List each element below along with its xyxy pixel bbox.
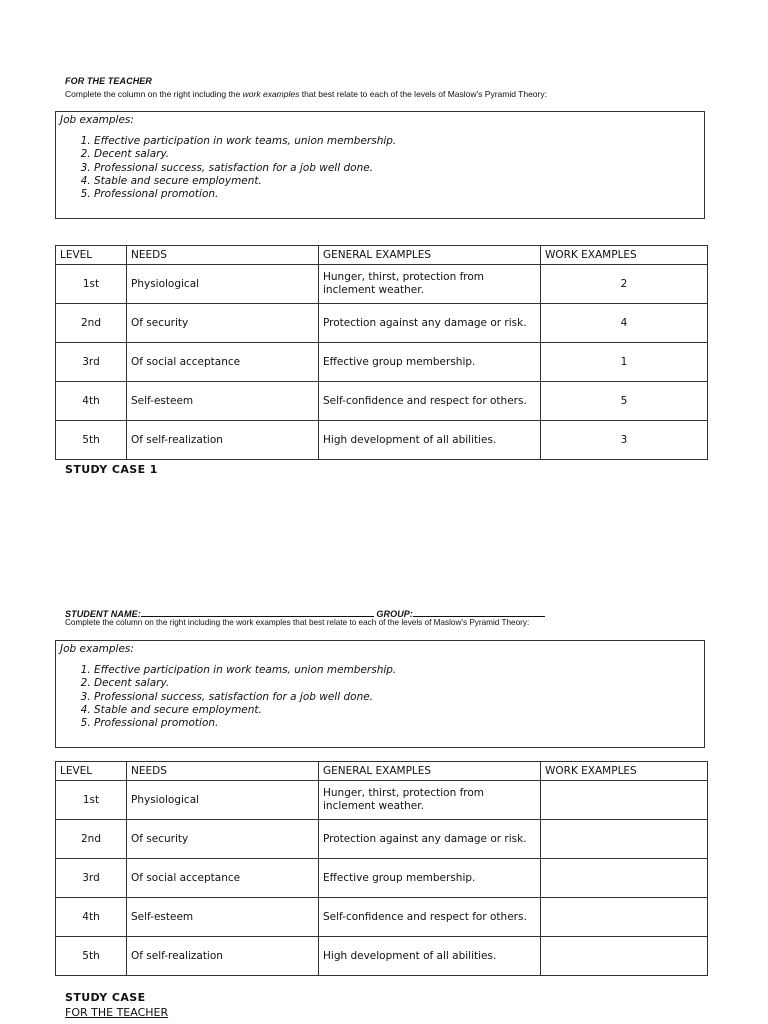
table-row — [56, 343, 708, 382]
work-example-answer-cell[interactable] — [541, 781, 708, 820]
general-example-cell: Hunger, thirst, protection from inclement weather. — [319, 265, 541, 304]
general-example-cell: Self-confidence and respect for others. — [319, 382, 541, 421]
work-example-answer-cell[interactable] — [541, 859, 708, 898]
level-cell: 5th — [56, 937, 127, 976]
teacher-instruction-italic: work examples — [242, 89, 300, 99]
table-row — [56, 421, 708, 460]
need-cell: Of social acceptance — [127, 859, 319, 898]
table-row — [56, 265, 708, 304]
level-cell: 1st — [56, 265, 127, 304]
job-example-item: 2. Decent salary. — [94, 148, 396, 161]
job-example-item: 5. Professional promotion. — [94, 188, 396, 201]
table-row — [56, 937, 708, 976]
work-example-answer-cell[interactable] — [541, 820, 708, 859]
work-example-cell: 5 — [541, 382, 708, 421]
job-example-item: 1. Effective participation in work teams, union membership. — [94, 135, 396, 148]
teacher-instruction-before: Complete the column on the right including the — [65, 89, 243, 99]
general-example-cell: Protection against any damage or risk. — [319, 304, 541, 343]
student-levels-table — [55, 761, 708, 976]
level-cell: 5th — [56, 421, 127, 460]
student-job-examples-box — [55, 640, 705, 748]
header-general-examples: GENERAL EXAMPLES — [319, 762, 541, 781]
header-level: LEVEL — [56, 762, 127, 781]
header-work-examples: WORK EXAMPLES — [541, 246, 708, 265]
general-example-cell: High development of all abilities. — [319, 421, 541, 460]
need-cell: Self-esteem — [127, 898, 319, 937]
teacher-instruction — [65, 89, 547, 99]
general-example-cell: High development of all abilities. — [319, 937, 541, 976]
level-cell: 2nd — [56, 304, 127, 343]
need-cell: Of security — [127, 820, 319, 859]
work-example-cell: 2 — [541, 265, 708, 304]
table-header-row — [56, 246, 708, 265]
student-name-field[interactable] — [141, 607, 374, 617]
general-example-cell: Hunger, thirst, protection from inclement weather. — [319, 781, 541, 820]
level-cell: 3rd — [56, 343, 127, 382]
job-example-item: 3. Professional success, satisfaction for a job well done. — [94, 162, 396, 175]
work-example-answer-cell[interactable] — [541, 937, 708, 976]
header-general-examples: GENERAL EXAMPLES — [319, 246, 541, 265]
job-example-item: 4. Stable and secure employment. — [94, 175, 396, 188]
general-example-cell: Effective group membership. — [319, 343, 541, 382]
study-case-heading: STUDY CASE 1 — [65, 463, 158, 476]
table-row — [56, 859, 708, 898]
job-examples-list — [56, 135, 396, 201]
work-example-cell: 3 — [541, 421, 708, 460]
level-cell: 2nd — [56, 820, 127, 859]
level-cell: 1st — [56, 781, 127, 820]
general-example-cell: Effective group membership. — [319, 859, 541, 898]
job-examples-label: Job examples: — [60, 114, 134, 126]
need-cell: Self-esteem — [127, 382, 319, 421]
header-level: LEVEL — [56, 246, 127, 265]
need-cell: Of self-realization — [127, 937, 319, 976]
need-cell: Physiological — [127, 265, 319, 304]
work-example-cell: 1 — [541, 343, 708, 382]
header-needs: NEEDS — [127, 246, 319, 265]
header-work-examples: WORK EXAMPLES — [541, 762, 708, 781]
job-example-item: 3. Professional success, satisfaction for a job well done. — [94, 691, 396, 704]
group-field[interactable] — [413, 607, 545, 617]
table-row — [56, 820, 708, 859]
level-cell: 3rd — [56, 859, 127, 898]
need-cell: Of social acceptance — [127, 343, 319, 382]
job-example-item: 1. Effective participation in work teams, union membership. — [94, 664, 396, 677]
table-row — [56, 382, 708, 421]
level-cell: 4th — [56, 382, 127, 421]
group-label: GROUP: — [376, 609, 414, 619]
header-needs: NEEDS — [127, 762, 319, 781]
table-row — [56, 898, 708, 937]
level-cell: 4th — [56, 898, 127, 937]
table-row — [56, 781, 708, 820]
work-example-cell: 4 — [541, 304, 708, 343]
teacher-section-title: FOR THE TEACHER — [65, 76, 152, 86]
teacher-levels-table — [55, 245, 708, 460]
student-name-label: STUDENT NAME: — [65, 609, 141, 619]
teacher-instruction-after: that best relate to each of the levels of Maslow's Pyramid Theory: — [299, 89, 547, 99]
need-cell: Of security — [127, 304, 319, 343]
job-example-item: 5. Professional promotion. — [94, 717, 396, 730]
general-example-cell: Protection against any damage or risk. — [319, 820, 541, 859]
student-instruction: Complete the column on the right including the work examples that best relate to each of the levels of Maslow's Pyramid Theory: — [65, 618, 530, 627]
job-example-item: 2. Decent salary. — [94, 677, 396, 690]
work-example-answer-cell[interactable] — [541, 898, 708, 937]
table-row — [56, 304, 708, 343]
study-case-heading: STUDY CASE — [65, 991, 146, 1004]
table-header-row — [56, 762, 708, 781]
need-cell: Of self-realization — [127, 421, 319, 460]
job-examples-label: Job examples: — [60, 643, 134, 655]
need-cell: Physiological — [127, 781, 319, 820]
for-the-teacher-link[interactable]: FOR THE TEACHER — [65, 1006, 169, 1019]
job-example-item: 4. Stable and secure employment. — [94, 704, 396, 717]
teacher-job-examples-box — [55, 111, 705, 219]
general-example-cell: Self-confidence and respect for others. — [319, 898, 541, 937]
job-examples-list — [56, 664, 396, 730]
